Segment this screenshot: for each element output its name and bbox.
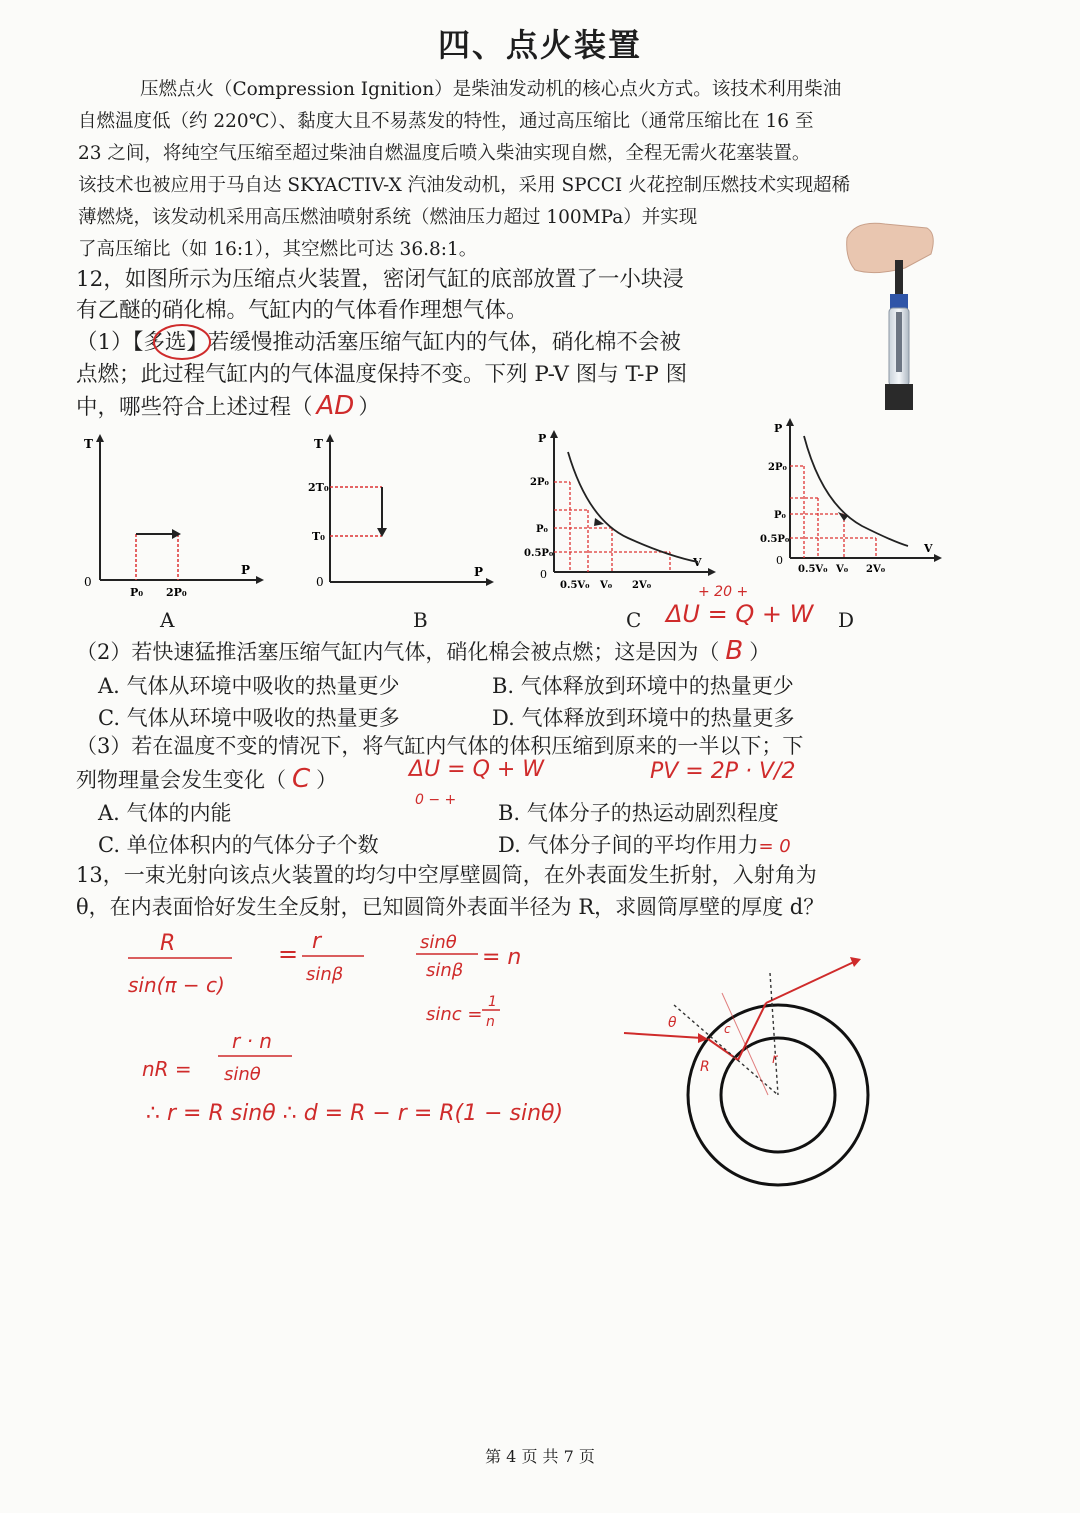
graph-B-tick: T₀ [312, 530, 326, 543]
svg-text:P: P [538, 432, 547, 445]
graph-A-tick: P₀ [130, 586, 144, 599]
q12-part2-stem: （2）若快速猛推活塞压缩气缸内气体，硝化棉会被点燃；这是因为（ B ） [76, 636, 771, 666]
svg-text:+ 20 +: + 20 + [698, 584, 749, 600]
intro-line: 该技术也被应用于马自达 SKYACTIV-X 汽油发动机，采用 SPCCI 火花控制压燃技术实现超稀 [78, 175, 851, 196]
svg-text:P₀: P₀ [536, 524, 548, 535]
svg-text:ΔU = Q + W: ΔU = Q + W [666, 600, 814, 628]
q13-stem-line2: θ，在内表面恰好发生全反射，已知圆筒外表面半径为 R，求圆筒厚壁的厚度 d？ [76, 895, 825, 919]
svg-text:V₀: V₀ [836, 564, 849, 575]
q12-part3-answer: C [292, 764, 311, 794]
graph-D-caption: D [838, 608, 855, 632]
q12-part1-line2: 点燃；此过程气缸内的气体温度保持不变。下列 P-V 图与 T-P 图 [76, 362, 688, 387]
svg-text:2V₀: 2V₀ [632, 580, 652, 591]
graph-D [758, 418, 948, 578]
svg-text:θ: θ [668, 1015, 677, 1031]
graph-A-y-label: T [84, 437, 93, 451]
intro-line: 自燃温度低（约 220℃）、黏度大且不易蒸发的特性，通过高压缩比（通常压缩比在 16 至 [78, 111, 814, 132]
svg-text:0: 0 [540, 568, 547, 581]
intro-paragraph [78, 74, 918, 266]
svg-text:0: 0 [316, 575, 324, 589]
page-title: 四、点火装置 [437, 26, 642, 64]
svg-text:n: n [486, 1014, 495, 1030]
q12-part2-option-C: C. 气体从环境中吸收的热量更多 [98, 706, 400, 730]
graph-A-tick: 2P₀ [166, 586, 187, 599]
q12-part2-option-D: D. 气体释放到环境中的热量更多 [492, 706, 795, 730]
svg-text:R: R [700, 1059, 710, 1075]
handwritten-circle-mark [150, 322, 214, 362]
svg-text:0.5P₀: 0.5P₀ [760, 534, 790, 545]
q12-part3-option-C: C. 单位体积内的气体分子个数 [98, 833, 379, 857]
svg-text:ΔU = Q + W: ΔU = Q + W [409, 757, 545, 782]
graph-B [308, 430, 498, 605]
intro-line: 了高压缩比（如 16:1），其空燃比可达 36.8:1。 [78, 239, 478, 260]
q12-part3-option-B: B. 气体分子的热运动剧烈程度 [498, 801, 779, 825]
svg-text:sinβ: sinβ [306, 964, 344, 985]
svg-text:P₀: P₀ [774, 510, 786, 521]
q12-part2-answer: B [725, 636, 744, 666]
svg-text:c: c [724, 1022, 731, 1036]
q12-part3-option-D: D. 气体分子间的平均作用力= 0 [498, 833, 791, 857]
handwritten-zero: = 0 [758, 836, 791, 857]
svg-text:sin(π − c): sin(π − c) [128, 973, 225, 997]
svg-text:P: P [474, 565, 484, 579]
svg-text:∴ r = R sinθ ∴ d = R − r = R: ∴ r = R sinθ ∴ d = R − r = R(1 − sinθ) [146, 1101, 564, 1126]
svg-text:PV = 2P · V/2: PV = 2P · V/2 [650, 759, 796, 784]
graph-C-caption: C [626, 608, 642, 632]
svg-text:sinc =: sinc = [426, 1004, 483, 1025]
svg-text:0.5V₀: 0.5V₀ [798, 564, 828, 575]
handwritten-solution [120, 920, 580, 1140]
q12-part1-line1: （1）【多选】若缓慢推动活塞压缩气缸内的气体，硝化棉不会被 [76, 330, 681, 355]
svg-text:0.5V₀: 0.5V₀ [560, 580, 590, 591]
graph-A-x-label: P [241, 563, 251, 577]
svg-text:2P₀: 2P₀ [768, 462, 787, 473]
svg-text:V: V [693, 556, 702, 569]
svg-text:V: V [924, 542, 933, 555]
compression-device-photo [845, 216, 945, 412]
graph-A [78, 430, 268, 605]
q12-part3-stem1: （3）若在温度不变的情况下，将气缸内气体的体积压缩到原来的一半以下；下 [76, 734, 804, 758]
svg-text:0: 0 [776, 554, 783, 567]
svg-text:0.5P₀: 0.5P₀ [524, 548, 554, 559]
svg-text:2V₀: 2V₀ [866, 564, 886, 575]
intro-line: 薄燃烧，该发动机采用高压燃油喷射系统（燃油压力超过 100MPa）并实现 [78, 207, 698, 228]
svg-text:1: 1 [488, 994, 497, 1010]
svg-text:sinθ: sinθ [224, 1064, 261, 1085]
graph-A-origin: 0 [84, 575, 92, 589]
q12-part2-option-B: B. 气体释放到环境中的热量更少 [492, 674, 794, 698]
svg-text:R: R [160, 931, 176, 956]
q12-stem-line2: 有乙醚的硝化棉。气缸内的气体看作理想气体。 [76, 298, 528, 323]
svg-text:T: T [314, 437, 323, 451]
svg-text:P: P [774, 422, 783, 435]
q12-part3-stem2: 列物理量会发生变化（ C ） [76, 764, 338, 794]
q12-part1-line3: 中，哪些符合上述过程（ AD ） [76, 391, 380, 421]
intro-line: 23 之间，将纯空气压缩至超过柴油自燃温度后喷入柴油实现自燃，全程无需火花塞装置。 [78, 143, 811, 164]
q12-part2-option-A: A. 气体从环境中吸收的热量更少 [98, 674, 400, 698]
svg-text:r · n: r · n [232, 1029, 272, 1053]
svg-text:=: = [278, 940, 299, 968]
handwritten-note-energy [660, 580, 820, 630]
graph-B-caption: B [413, 608, 428, 632]
svg-text:nR =: nR = [142, 1057, 192, 1081]
svg-text:V₀: V₀ [600, 580, 613, 591]
svg-text:r: r [772, 1052, 778, 1067]
svg-text:sinβ: sinβ [426, 960, 464, 981]
q12-part1-answer: AD [316, 391, 355, 421]
page-number: 第 4 页 共 7 页 [485, 1447, 595, 1466]
svg-text:= n: = n [482, 945, 522, 970]
cylinder-figure [620, 945, 880, 1195]
svg-text:r: r [312, 929, 322, 954]
graph-B-tick: 2T₀ [308, 481, 329, 494]
svg-text:0 − +: 0 − + [415, 792, 457, 808]
q12-stem-line1: 12，如图所示为压缩点火装置，密闭气缸的底部放置了一小块浸 [76, 267, 684, 292]
intro-line: 压燃点火（Compression Ignition）是柴油发动机的核心点火方式。该技术利用柴油 [140, 79, 842, 100]
graph-A-caption: A [160, 608, 175, 632]
graph-C [524, 428, 718, 598]
q12-part3-option-A: A. 气体的内能 [98, 801, 232, 825]
svg-text:2P₀: 2P₀ [530, 477, 549, 488]
svg-text:sinθ: sinθ [420, 932, 457, 953]
q13-stem-line1: 13，一束光射向该点火装置的均匀中空厚壁圆筒，在外表面发生折射，入射角为 [76, 863, 817, 887]
